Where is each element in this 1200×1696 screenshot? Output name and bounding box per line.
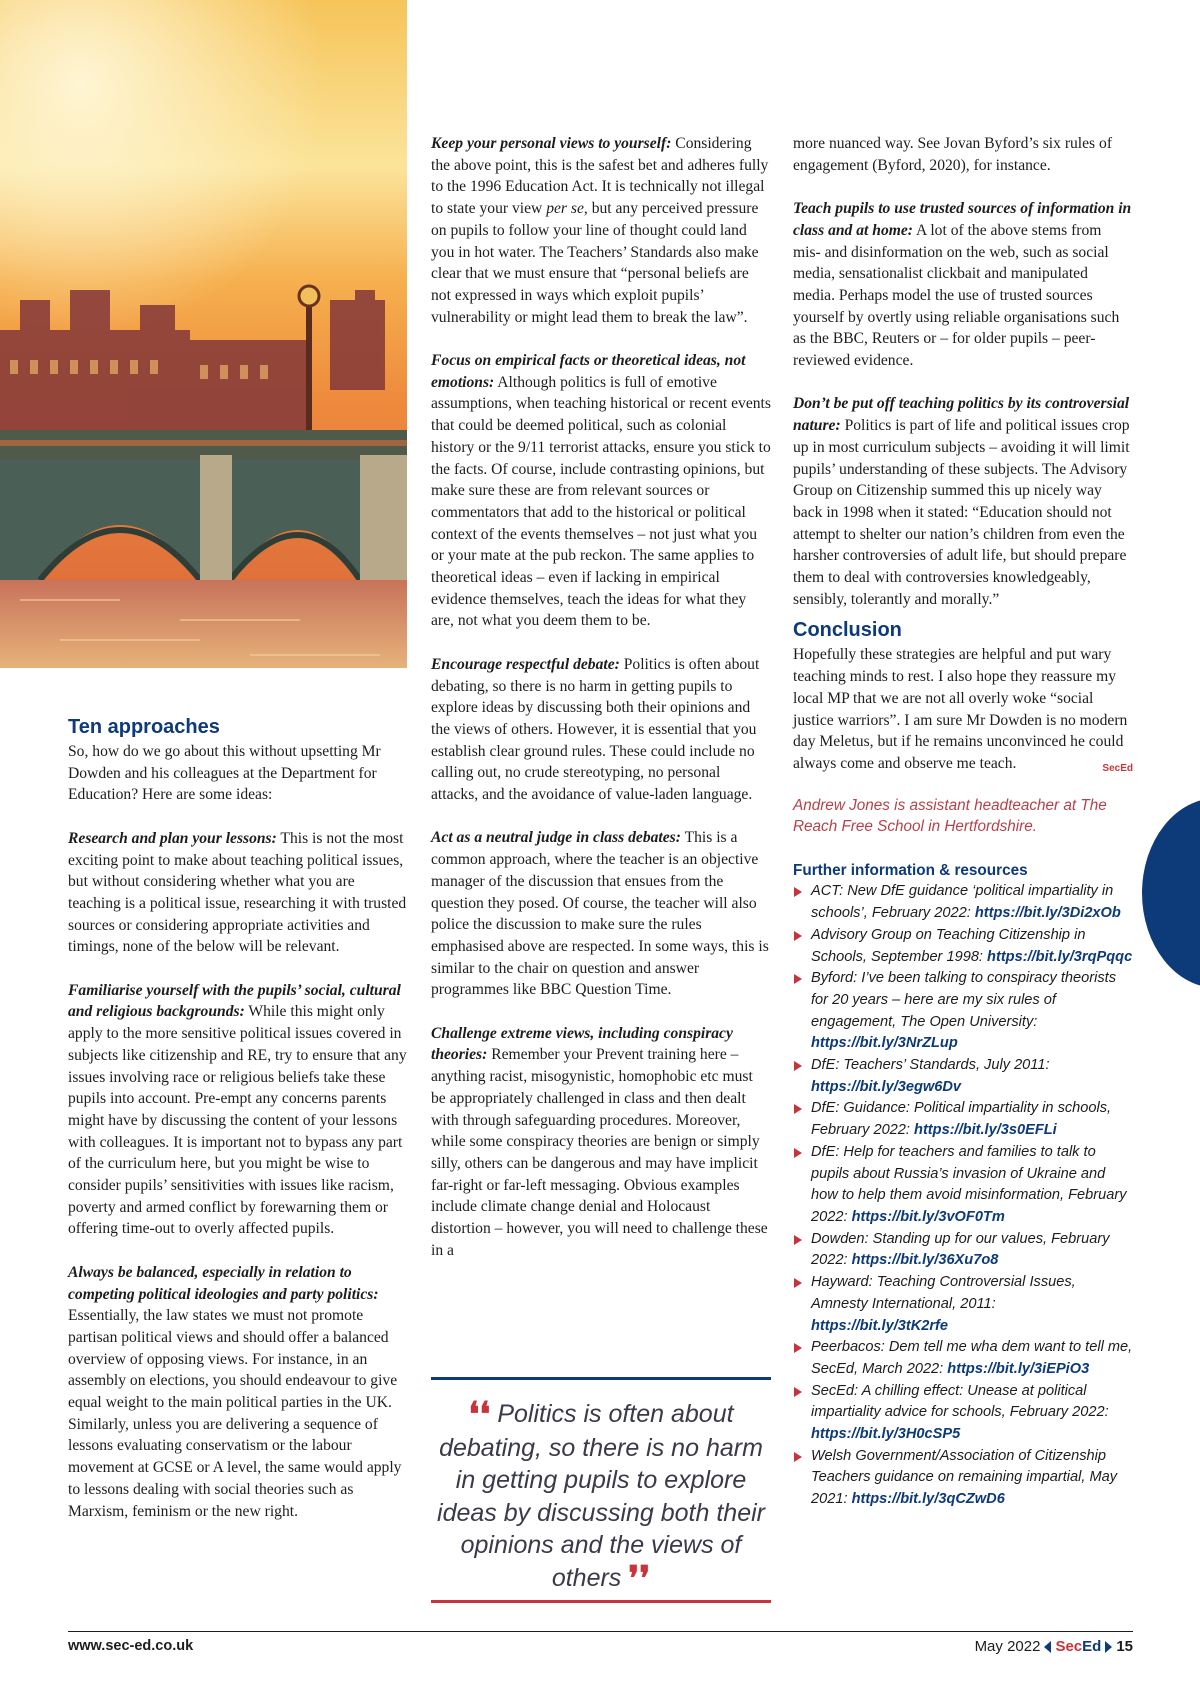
footer-date: May 2022 [974,1638,1041,1655]
resource-text: DfE: Help for teachers and families to talk to pupils about Russia’s invasion of Ukraine and how to help them avoid misinformation, February 2022: [811,1143,1127,1225]
section-heading-conclusion: Conclusion [793,619,902,642]
lead-debate: Encourage respectful debate: [431,655,620,673]
body-backgrounds: While this might only apply to the more sensitive political issues covered in subjects like citizenship and RE, try to ensure that any issues involving race or religious beliefs take these pupils into account. Pre-empt any concerns parents might have by discussing the content of your lessons with colleagues. It is important not to bypass any part of the curriculum here, but you might be wise to consider pupils’ sensitivities with issues like racism, poverty and armed conflict by forewarning them or offering time-out to overly affected pupils. [68,1003,407,1238]
resource-text: ACT: New DfE guidance ‘political impartiality in schools’, February 2022: [811,883,1114,922]
resource-text: Peerbacos: Dem tell me wha dem want to tell me, SecEd, March 2022: [811,1339,1133,1377]
paragraph-debate [431,654,771,806]
lead-backgrounds: Familiarise yourself with the pupils’ social, cultural and religious backgrounds: [68,981,401,1021]
body-controversial: Politics is part of life and political issues crop up in most curriculum subjects – avoiding it will limit pupils’ understanding of these subjects. The Advisory Group on Citizenship summed this up nicely way back in 1998 when it stated: “Education should not attempt to shelter our nation’s children from even the harsher controversies of adult life, but should prepare them to deal with controversies knowledgeably, sensibly, tolerantly and morally.” [793,417,1130,608]
column-2 [431,133,771,1262]
paragraph-continuation: more nuanced way. See Jovan Byford’s six rules of engagement (Byford, 2020), for instance. [793,135,1113,174]
resource-text: Dowden: Standing up for our values, February 2022: [811,1230,1110,1269]
resource-link[interactable]: https://bit.ly/3H0cSP5 [811,1426,961,1443]
lead-neutral-judge: Act as a neutral judge in class debates: [431,829,681,847]
westminster-bridge-photo [0,0,407,668]
resource-item [793,881,1133,924]
footer-url[interactable]: www.sec-ed.co.uk [68,1638,194,1654]
bullet-triangle-icon [794,887,802,897]
bullet-triangle-icon [794,1278,802,1288]
body-personal-views-b: , but any perceived pressure on pupils to follow your line of thought could land you in hot water. The Teachers’ Standards also make clear that we must ensure that “personal beliefs are not expressed in ways which exploit pupils’ vulnerability or might lead them to break the law”. [431,200,759,326]
resource-text: DfE: Guidance: Political impartiality in schools, February 2022: [811,1100,1112,1139]
pull-quote [431,1377,771,1603]
paragraph-balanced [68,1262,410,1522]
bullet-triangle-icon [794,931,802,941]
resource-item [793,1055,1133,1098]
resources-list [793,881,1133,1510]
resource-link[interactable]: https://bit.ly/3qCZwD6 [851,1491,1005,1508]
decorative-blue-disc [1142,798,1200,988]
paragraph-personal-views [431,133,771,328]
resource-link[interactable]: https://bit.ly/3vOF0Tm [851,1209,1005,1225]
lead-trusted-sources: Teach pupils to use trusted sources of information in class and at home: [793,200,1132,239]
resource-item [793,1337,1133,1380]
body-research: This is not the most exciting point to make about teaching political issues, but without considering whether what you are teaching is a political issue, researching it with trusted sources or considering appropriate activities and timings, none of the below will be relevant. [68,829,407,956]
bullet-triangle-icon [794,1235,802,1245]
lead-personal-views: Keep your personal views to yourself: [431,135,672,152]
lead-controversial: Don’t be put off teaching politics by its controversial nature: [793,395,1130,435]
lead-extreme-views: Challenge extreme views, including conspiracy theories: [431,1024,733,1064]
author-bio: Andrew Jones is assistant headteacher at The Reach Free School in Hertfordshire. [793,796,1107,836]
body-debate: Politics is often about debating, so there is no harm in getting pupils to explore ideas by discussing both their opinions and the views of others. However, it is essential that you establish clear ground rules. These could include no calling out, no crude stereotyping, no personal attacks, and the avoidance of value-laden language. [431,655,760,804]
body-empirical: Although politics is full of emotive assumptions, when teaching historical or recent events that could be deemed political, such as colonial history or the 9/11 terrorist attacks, ensure you stick to the facts. Of course, include contrasting opinions, but make sure these are from relevant sources or commentators that add to the historical or political context of the events themselves – not just what you or your mate at the pub reckon. The same applies to theoretical ideas – even if lacking in empirical evidence themselves, teach the ideas for what they are, not what you deem them to be. [431,373,771,630]
pull-quote-body: Politics is often about debating, so there is no harm in getting pupils to explore ideas by discussing both their opinions and the views of others [437,1400,765,1592]
resource-link[interactable]: https://bit.ly/3s0EFLi [914,1122,1057,1139]
body-balanced: Essentially, the law states we must not promote partisan political views and should offer a balanced overview of opposing views. For instance, in an assembly on elections, you should endeavour to give equal weight to the main political parties in the UK. Similarly, unless you are delivering a sequence of lessons evaluating conservatism or the labour movement at GCSE or A level, the same would apply to lessons dealing with social theories such as Marxism, feminism or the new right. [68,1307,402,1520]
arrow-left-icon [1044,1641,1051,1653]
resource-link[interactable]: https://bit.ly/3NrZLup [811,1035,958,1052]
resources-title: Further information & resources [793,861,1028,879]
resource-link[interactable]: https://bit.ly/36Xu7o8 [851,1252,999,1269]
paragraph-conclusion [793,644,1133,774]
paragraph-extreme-views [431,1023,771,1262]
resource-text: SecEd: A chilling effect: Unease at political impartiality advice for schools, February 2022: [811,1382,1109,1421]
resource-text: Hayward: Teaching Controversial Issues, Amnesty International, 2011: [811,1274,1076,1312]
lead-empirical: Focus on empirical facts or theoretical ideas, not emotions: [431,352,746,391]
bullet-triangle-icon [794,1061,802,1071]
resource-link[interactable]: https://bit.ly/3tK2rfe [811,1317,949,1334]
lead-research: Research and plan your lessons: [68,829,277,847]
resource-text: DfE: Teachers’ Standards, July 2011: [811,1057,1050,1074]
resource-link[interactable]: https://bit.ly/3Di2xOb [974,905,1121,922]
resource-link[interactable]: https://bit.ly/3rqPqqc [987,948,1133,965]
paragraph-neutral-judge [431,827,771,1001]
body-conclusion: Hopefully these strategies are helpful and put wary teaching minds to rest. I also hope they reassure my local MP that we are not all overly woke “social justice warriors”. I am sure Mr Dowden is no modern day Meletus, but if he remains unconvinced he could always come and observe me teach. [793,646,1128,772]
bullet-triangle-icon [794,1452,802,1462]
arrow-right-icon [1105,1641,1112,1653]
footer-brand-sec: Sec [1055,1638,1083,1655]
paragraph-empirical [431,350,771,632]
seced-end-mark: SecEd [1102,762,1133,774]
body-personal-views-a: Considering the above point, this is the safest bet and adheres fully to the 1996 Education Act. It is technically not illegal to state your view [431,135,769,218]
resource-link[interactable]: https://bit.ly/3iEPiO3 [947,1360,1090,1377]
paragraph-trusted-sources [793,198,1133,372]
bullet-triangle-icon [794,1387,802,1397]
lead-balanced: Always be balanced, especially in relation to competing political ideologies and party politics: [68,1263,379,1303]
footer-rule [68,1631,1133,1632]
column-3 [793,133,1133,1511]
resource-item [793,1272,1133,1337]
section-heading-ten-approaches: Ten approaches [68,716,220,738]
footer-brand [1055,1638,1101,1655]
column-1 [68,741,410,1522]
body-neutral-judge: This is a common approach, where the teacher is an objective manager of the discussion that ensues from the question they posed. Of course, the teacher will also police the discussion to make sure the rules emphasised above are respected. In some ways, this is similar to the chair on question and answer programmes like BBC Question Time. [431,829,769,999]
footer-issue [975,1638,1133,1655]
resource-item [793,1229,1133,1272]
resource-text: Welsh Government/Association of Citizenship Teachers guidance on remaining impartial, May 2021: [811,1447,1118,1508]
resource-link[interactable]: https://bit.ly/3egw6Dv [811,1078,962,1095]
resource-item [793,1446,1133,1511]
bullet-triangle-icon [794,974,802,984]
resource-item [793,1098,1133,1141]
pull-quote-text [437,1395,765,1599]
body-trusted-sources: A lot of the above stems from mis- and disinformation on the web, such as social media, sensationalist clickbait and manipulated media. Perhaps model the use of trusted sources yourself by overtly using reliable organisations such as the BBC, Reuters or – for older pupils – peer-reviewed evidence. [793,221,1120,370]
bullet-triangle-icon [794,1343,802,1353]
resource-text: Advisory Group on Teaching Citizenship in Schools, September 1998: [811,926,1086,965]
body-extreme-views: Remember your Prevent training here – anything racist, misogynistic, homophobic etc must be appropriately challenged in class and then dealt with through safeguarding procedures. Moreover, while some conspiracy theories are benign or simply silly, others can be dangerous and may have implicit far-right or far-left messaging. Obvious examples include climate change denial and Holocaust distortion – however, you will need to challenge these in a [431,1046,768,1259]
page-number: 15 [1116,1638,1133,1655]
open-quote-icon: ❛❛ [468,1395,491,1435]
paragraph-backgrounds [68,980,410,1240]
resource-item [793,925,1133,968]
bullet-triangle-icon [794,1104,802,1114]
paragraph-controversial [793,393,1133,610]
paragraph-research [68,828,410,958]
resource-text: Byford: I’ve been talking to conspiracy theorists for 20 years – here are my six rules of engagement, The Open University: [811,970,1117,1030]
photo-illustration [0,0,407,668]
footer-brand-ed: Ed [1082,1638,1102,1655]
intro-paragraph: So, how do we go about this without upsetting Mr Dowden and his colleagues at the Department for Education? Here are some ideas: [68,743,381,804]
resource-item [793,968,1133,1055]
close-quote-icon: ❜❜ [628,1558,651,1599]
bullet-triangle-icon [794,1148,802,1158]
resource-item [793,1381,1133,1446]
resource-item [793,1142,1133,1229]
body-personal-views-italic: per se [546,200,584,218]
